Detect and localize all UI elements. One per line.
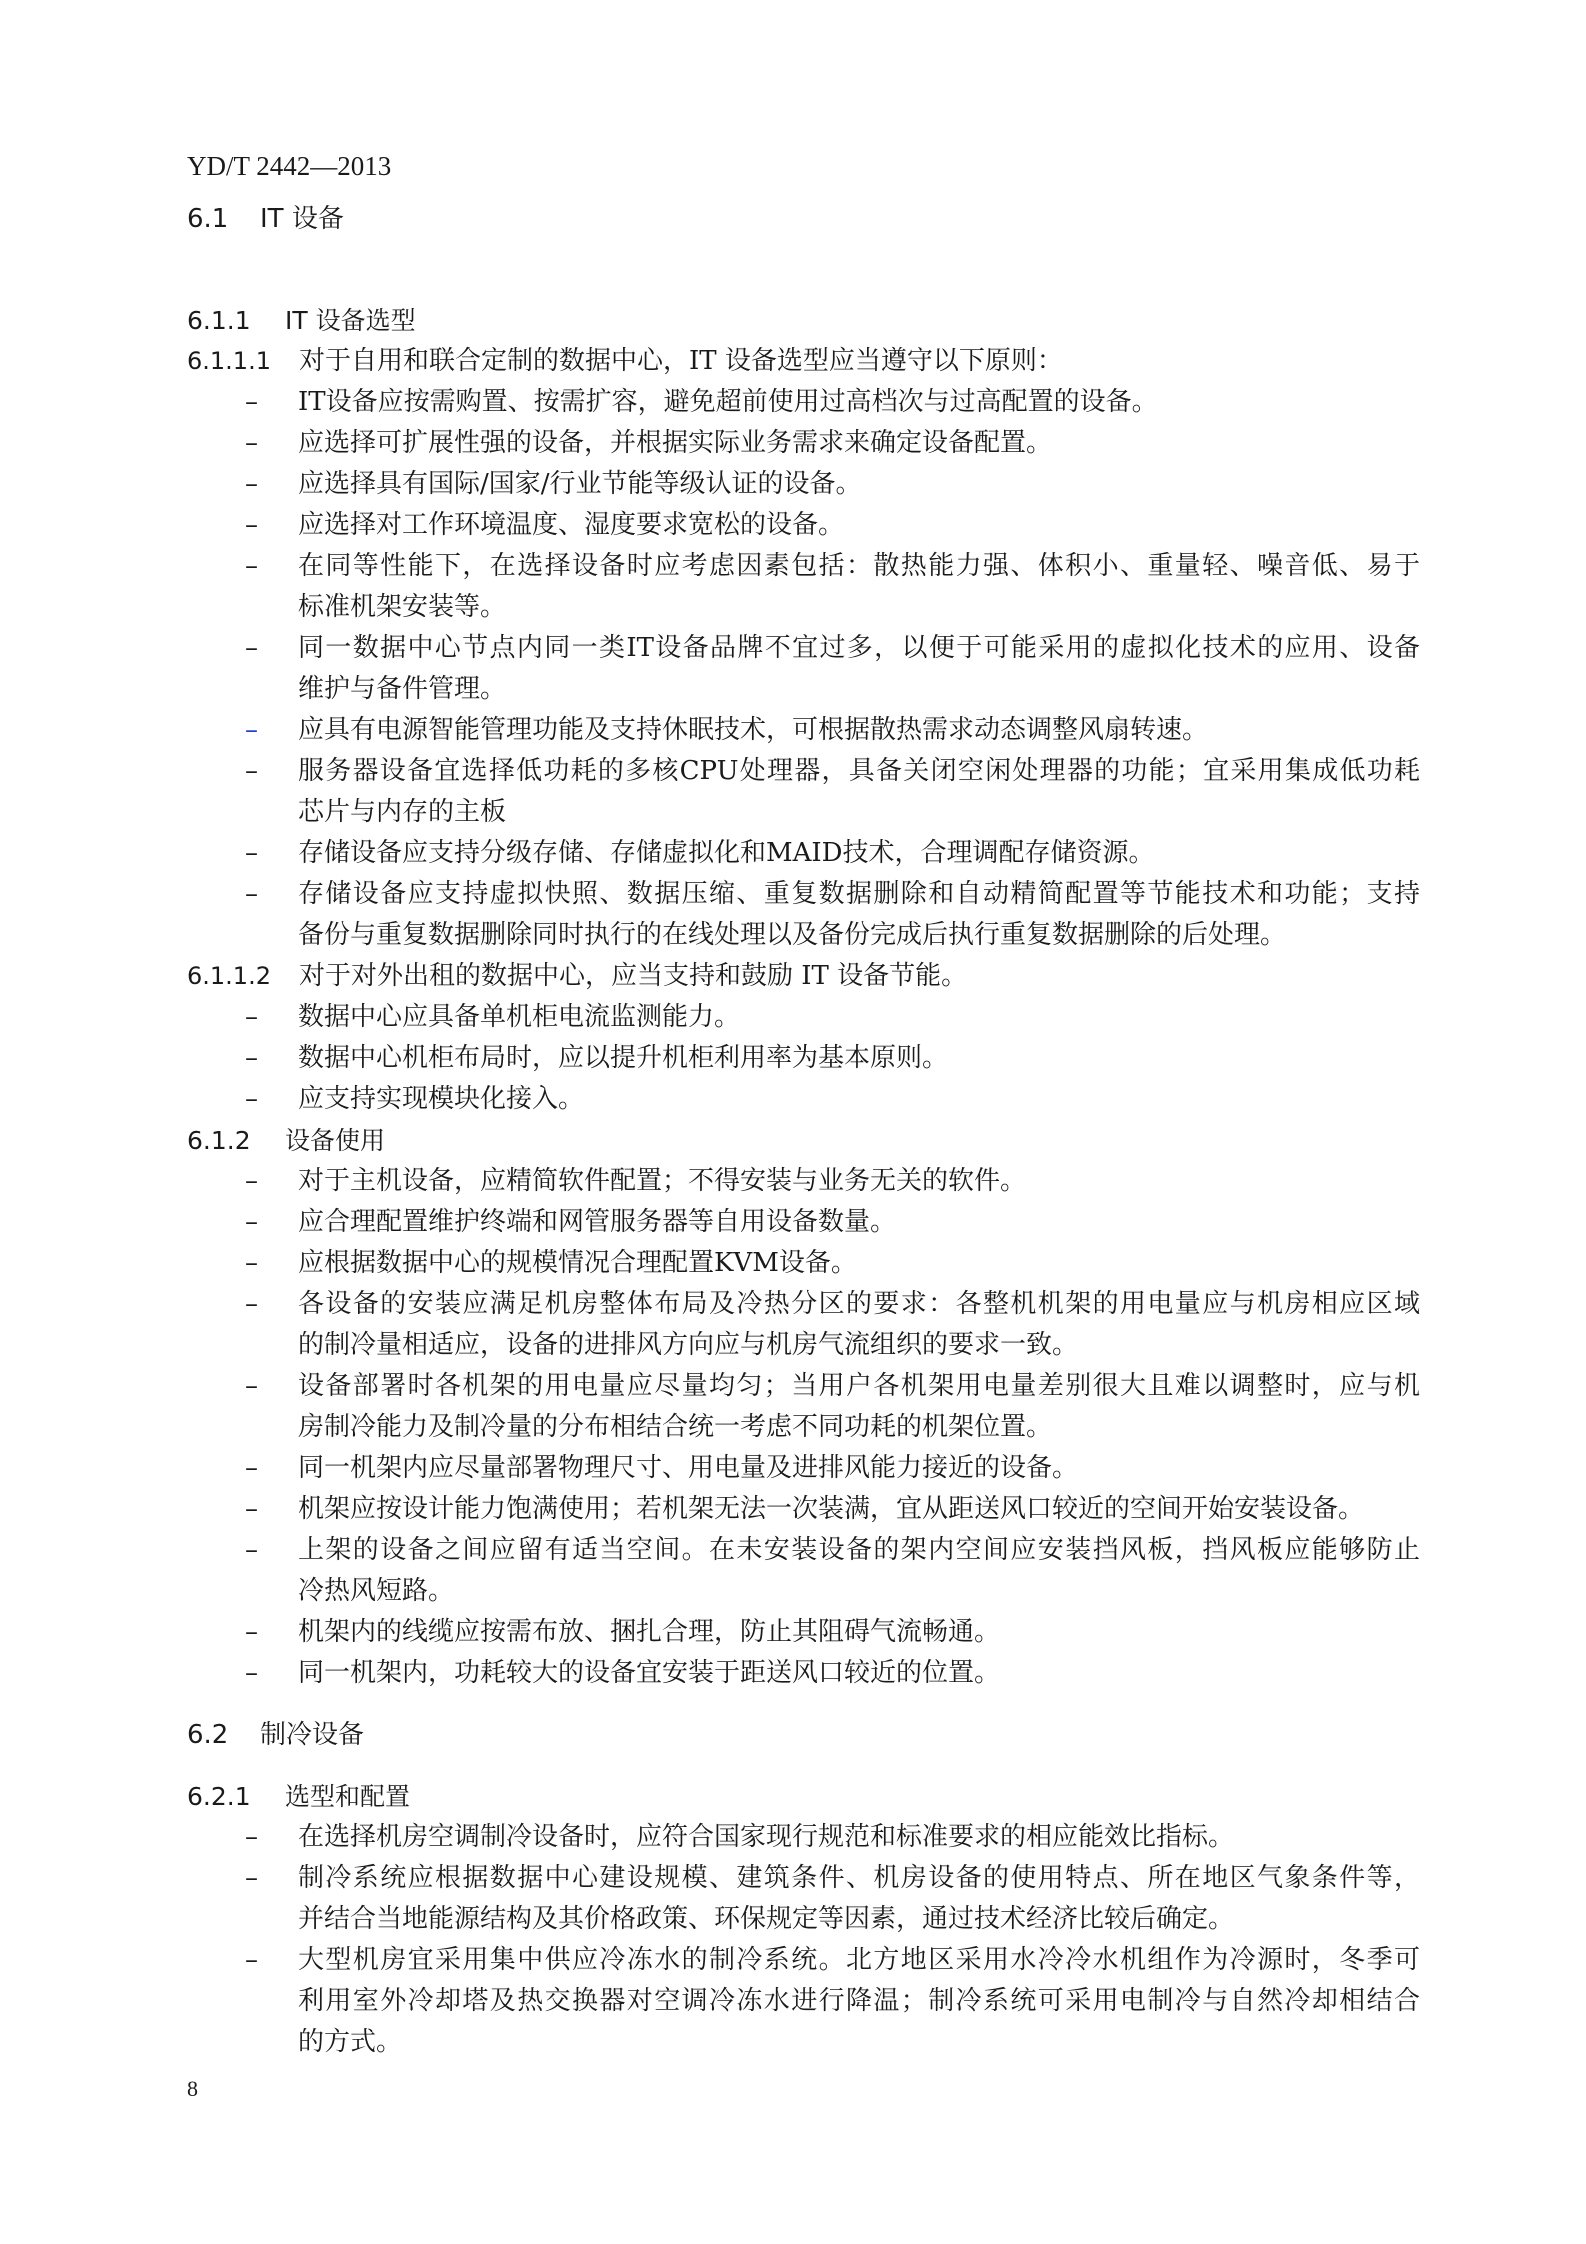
list-item-text: 制冷系统应根据数据中心建设规模、建筑条件、机房设备的使用特点、所在地区气象条件等， xyxy=(298,1863,1420,1893)
list-item-text: 机架应按设计能力饱满使用；若机架无法一次装满，宜从距送风口较近的空间开始安装设备。 xyxy=(298,1494,1365,1524)
list-item-text: 上架的设备之间应留有适当空间。在未安装设备的架内空间应安装挡风板，挡风板应能够防止 xyxy=(298,1535,1420,1565)
bullet-dash: – xyxy=(245,1043,258,1073)
list-item-continuation xyxy=(187,792,1420,833)
list-item xyxy=(187,1038,1420,1079)
list-item-text: 数据中心机柜布局时，应以提升机柜利用率为基本原则。 xyxy=(298,1043,949,1073)
list-item-continuation xyxy=(187,1571,1420,1612)
list-item-continuation xyxy=(187,1325,1420,1366)
list-item-text: 在同等性能下，在选择设备时应考虑因素包括：散热能力强、体积小、重量轻、噪音低、易于 xyxy=(298,551,1420,581)
list-item-text: 存储设备应支持虚拟快照、数据压缩、重复数据删除和自动精简配置等节能技术和功能；支持 xyxy=(298,879,1420,909)
section-heading xyxy=(187,1715,1420,1756)
heading-number: 6.1.2 xyxy=(187,1126,251,1155)
bullet-dash: – xyxy=(245,1822,258,1852)
list-item xyxy=(187,874,1420,915)
section-number: 6.1 xyxy=(187,204,229,234)
list-item xyxy=(187,628,1420,669)
list-item-text: 同一数据中心节点内同一类IT设备品牌不宜过多，以便于可能采用的虚拟化技术的应用、设备 xyxy=(298,633,1420,663)
list-item-continuation xyxy=(187,1899,1420,1940)
list-item-text: 标准机架安装等。 xyxy=(298,592,507,622)
list-item xyxy=(187,1858,1420,1899)
list-item-text: 各设备的安装应满足机房整体布局及冷热分区的要求：各整机机架的用电量应与机房相应区域 xyxy=(298,1289,1420,1319)
list-item xyxy=(187,1202,1420,1243)
bullet-dash: – xyxy=(245,1494,258,1524)
list-item-text: 应根据数据中心的规模情况合理配置KVM设备。 xyxy=(298,1248,857,1278)
list-item-text: 备份与重复数据删除同时执行的在线处理以及备份完成后执行重复数据删除的后处理。 xyxy=(298,920,1287,950)
list-item-continuation xyxy=(187,587,1420,628)
list-item-text: 房制冷能力及制冷量的分布相结合统一考虑不同功耗的机架位置。 xyxy=(298,1412,1053,1442)
bullet-dash: – xyxy=(245,1453,258,1483)
page-number: 8 xyxy=(187,2076,198,2101)
list-item-text: 并结合当地能源结构及其价格政策、环保规定等因素，通过技术经济比较后确定。 xyxy=(298,1904,1235,1934)
list-item xyxy=(187,423,1420,464)
bullet-dash: – xyxy=(245,756,258,786)
list-item-text: 存储设备应支持分级存储、存储虚拟化和MAID技术，合理调配存储资源。 xyxy=(298,838,1155,868)
heading-title: 选型和配置 xyxy=(285,1782,411,1811)
list-item xyxy=(187,1079,1420,1120)
bullet-dash: – xyxy=(245,715,258,745)
clause-text: 对于自用和联合定制的数据中心，IT 设备选型应当遵守以下原则： xyxy=(299,346,1063,376)
bullet-dash xyxy=(187,1325,298,1366)
list-item xyxy=(187,1530,1420,1571)
bullet-dash: – xyxy=(245,1207,258,1237)
bullet-dash: – xyxy=(245,510,258,540)
bullet-dash: – xyxy=(245,1945,258,1975)
document-code: YD/T 2442—2013 xyxy=(187,151,392,181)
bullet-dash: – xyxy=(245,551,258,581)
list-item-text: 冷热风短路。 xyxy=(298,1576,455,1606)
heading-number: 6.2.1 xyxy=(187,1782,251,1811)
list-item xyxy=(187,1612,1420,1653)
bullet-dash xyxy=(187,1571,298,1612)
bullet-dash: – xyxy=(245,1289,258,1319)
list-item-text: 设备部署时各机架的用电量应尽量均匀；当用户各机架用电量差别很大且难以调整时，应与机 xyxy=(298,1371,1420,1401)
clause xyxy=(187,341,1420,382)
list-item xyxy=(187,751,1420,792)
list-item-text: 的方式。 xyxy=(298,2027,403,2057)
bullet-dash: – xyxy=(245,633,258,663)
list-item-text: 维护与备件管理。 xyxy=(298,674,507,704)
bullet-dash: – xyxy=(245,1617,258,1647)
list-item-continuation xyxy=(187,1981,1420,2022)
clause-text: 对于对外出租的数据中心，应当支持和鼓励 IT 设备节能。 xyxy=(299,961,968,991)
bullet-dash: – xyxy=(245,1002,258,1032)
heading-title: 设备使用 xyxy=(285,1126,386,1155)
list-item-text: 利用室外冷却塔及热交换器对空调冷冻水进行降温；制冷系统可采用电制冷与自然冷却相结合 xyxy=(298,1986,1420,2016)
list-item xyxy=(187,1817,1420,1858)
subsection-heading xyxy=(187,300,1420,341)
list-item-continuation xyxy=(187,669,1420,710)
list-item-text: 在选择机房空调制冷设备时，应符合国家现行规范和标准要求的相应能效比指标。 xyxy=(298,1822,1235,1852)
list-item-continuation xyxy=(187,2022,1420,2063)
list-item xyxy=(187,710,1420,751)
list-item xyxy=(187,382,1420,423)
list-item-text: 服务器设备宜选择低功耗的多核CPU处理器，具备关闭空闲处理器的功能；宜采用集成低功耗 xyxy=(298,756,1420,786)
bullet-dash: – xyxy=(245,428,258,458)
bullet-dash xyxy=(187,2022,298,2063)
list-item xyxy=(187,1940,1420,1981)
list-item xyxy=(187,1284,1420,1325)
heading-title: 制冷设备 xyxy=(260,1720,365,1750)
bullet-dash xyxy=(187,792,298,833)
bullet-dash: – xyxy=(245,469,258,499)
list-item xyxy=(187,1448,1420,1489)
list-item-text: 同一机架内，功耗较大的设备宜安装于距送风口较近的位置。 xyxy=(298,1658,1001,1688)
bullet-dash: – xyxy=(245,838,258,868)
bullet-dash: – xyxy=(245,879,258,909)
document-body xyxy=(187,300,1420,2063)
list-item-text: IT设备应按需购置、按需扩容，避免超前使用过高档次与过高配置的设备。 xyxy=(298,387,1158,417)
bullet-dash: – xyxy=(245,1371,258,1401)
bullet-dash xyxy=(187,669,298,710)
bullet-dash xyxy=(187,1899,298,1940)
section-title: IT 设备 xyxy=(260,204,344,234)
bullet-dash: – xyxy=(245,1535,258,1565)
clause-number: 6.1.1.2 xyxy=(187,962,271,990)
list-item-text: 对于主机设备，应精简软件配置；不得安装与业务无关的软件。 xyxy=(298,1166,1027,1196)
list-item-text: 应选择可扩展性强的设备，并根据实际业务需求来确定设备配置。 xyxy=(298,428,1053,458)
list-item-text: 大型机房宜采用集中供应冷冻水的制冷系统。北方地区采用水冷冷水机组作为冷源时，冬季可 xyxy=(298,1945,1420,1975)
list-item-continuation xyxy=(187,915,1420,956)
clause-number: 6.1.1.1 xyxy=(187,347,271,375)
heading-title: IT 设备选型 xyxy=(285,306,416,335)
list-item xyxy=(187,1653,1420,1694)
bullet-dash: – xyxy=(245,1084,258,1114)
bullet-dash xyxy=(187,1407,298,1448)
subsection-heading xyxy=(187,1120,1420,1161)
list-item-text: 的制冷量相适应，设备的进排风方向应与机房气流组织的要求一致。 xyxy=(298,1330,1079,1360)
list-item-text: 同一机架内应尽量部署物理尺寸、用电量及进排风能力接近的设备。 xyxy=(298,1453,1079,1483)
bullet-dash xyxy=(187,1981,298,2022)
list-item xyxy=(187,464,1420,505)
list-item-text: 应选择对工作环境温度、湿度要求宽松的设备。 xyxy=(298,510,845,540)
bullet-dash: – xyxy=(245,1863,258,1893)
list-item-text: 应具有电源智能管理功能及支持休眠技术，可根据散热需求动态调整风扇转速。 xyxy=(298,715,1209,745)
list-item xyxy=(187,833,1420,874)
list-item xyxy=(187,1161,1420,1202)
list-item xyxy=(187,505,1420,546)
section-heading-6-1 xyxy=(187,201,344,237)
list-item-text: 芯片与内存的主板 xyxy=(298,797,507,827)
list-item xyxy=(187,997,1420,1038)
heading-number: 6.2 xyxy=(187,1720,229,1750)
subsection-heading xyxy=(187,1776,1420,1817)
list-item xyxy=(187,1243,1420,1284)
bullet-dash: – xyxy=(245,1658,258,1688)
list-item-text: 数据中心应具备单机柜电流监测能力。 xyxy=(298,1002,741,1032)
list-item-text: 应合理配置维护终端和网管服务器等自用设备数量。 xyxy=(298,1207,897,1237)
clause xyxy=(187,956,1420,997)
list-item xyxy=(187,1489,1420,1530)
heading-number: 6.1.1 xyxy=(187,306,251,335)
bullet-dash xyxy=(187,915,298,956)
list-item-continuation xyxy=(187,1407,1420,1448)
bullet-dash: – xyxy=(245,1248,258,1278)
list-item-text: 应支持实现模块化接入。 xyxy=(298,1084,585,1114)
bullet-dash xyxy=(187,587,298,628)
list-item-text: 应选择具有国际/国家/行业节能等级认证的设备。 xyxy=(298,469,862,499)
list-item-text: 机架内的线缆应按需布放、捆扎合理，防止其阻碍气流畅通。 xyxy=(298,1617,1001,1647)
bullet-dash: – xyxy=(245,1166,258,1196)
list-item xyxy=(187,546,1420,587)
bullet-dash: – xyxy=(245,387,258,417)
list-item xyxy=(187,1366,1420,1407)
